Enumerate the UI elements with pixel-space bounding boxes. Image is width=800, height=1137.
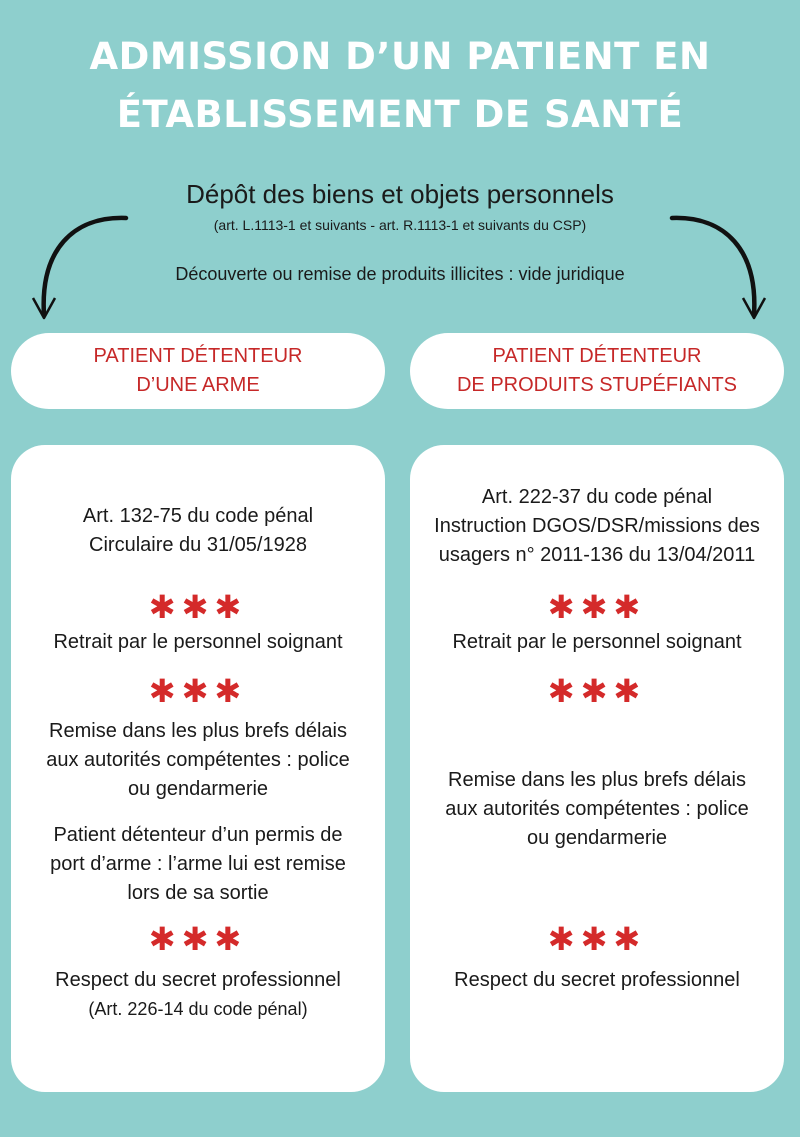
narcotics-card (410, 445, 784, 1092)
narcotics-header-line-2: DE PRODUITS STUPÉFIANTS (456, 374, 738, 396)
narcotics-handover: Remise dans les plus brefs délais aux autorités compétentes : police ou gendarmerie (445, 769, 749, 849)
asterisk-separator-2: ✱✱✱ (148, 673, 248, 709)
narcotics-removal: Retrait par le personnel soignant (452, 631, 742, 653)
title-line-2: ÉTABLISSEMENT DE SANTÉ (116, 93, 684, 136)
note: Découverte ou remise de produits illicites : vide juridique (175, 264, 625, 284)
narcotics-header (410, 333, 784, 409)
subtitle: Dépôt des biens et objets personnels (186, 179, 614, 209)
curved-arrow-down-right-icon (666, 210, 770, 330)
weapon-legal-line-1: Art. 132-75 du code pénal (82, 505, 314, 527)
title-line-1: ADMISSION D’UN PATIENT EN (89, 35, 711, 78)
narcotics-legal-basis: Art. 222-37 du code pénal Instruction DGOS/DSR/missions des usagers n° 2011-136 du 13/04/2011 (434, 486, 760, 566)
asterisk-separator-5: ✱✱✱ (547, 673, 647, 709)
narcotics-header-line-1: PATIENT DÉTENTEUR (492, 345, 702, 367)
weapon-header (11, 333, 385, 409)
asterisk-separator-1: ✱✱✱ (148, 589, 248, 625)
narcotics-secret: Respect du secret professionnel (454, 969, 740, 991)
asterisk-separator-6: ✱✱✱ (547, 921, 647, 957)
asterisk-separator-3: ✱✱✱ (148, 921, 248, 957)
legal-reference: (art. L.1113-1 et suivants - art. R.1113-1 et suivants du CSP) (213, 217, 587, 233)
weapon-header-line-2: D’UNE ARME (136, 374, 260, 396)
curved-arrow-down-left-icon (28, 210, 132, 330)
weapon-handover: Remise dans les plus brefs délais aux autorités compétentes : police ou gendarmerie (46, 720, 350, 800)
weapon-header-line-1: PATIENT DÉTENTEUR (93, 345, 303, 367)
asterisk-separator-4: ✱✱✱ (547, 589, 647, 625)
weapon-removal: Retrait par le personnel soignant (53, 631, 343, 653)
page-title (0, 28, 800, 144)
weapon-permit: Patient détenteur d’un permis de port d’arme : l’arme lui est remise lors de sa sortie (50, 824, 346, 904)
weapon-secret: Respect du secret professionnel (Art. 226-14 du code pénal) (55, 969, 341, 1019)
weapon-card (11, 445, 385, 1092)
weapon-legal-basis (11, 502, 385, 560)
weapon-legal-line-2: Circulaire du 31/05/1928 (89, 534, 307, 556)
